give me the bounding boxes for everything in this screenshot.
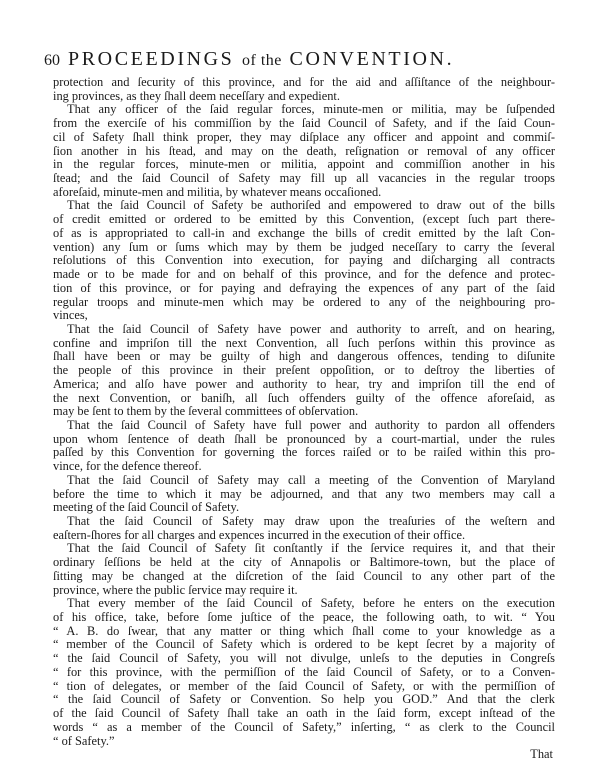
- text-line: That every member of the ſaid Council of Safety, before he enters on the execution: [67, 596, 555, 611]
- text-line: the next Convention, or baniſh, all ſuch offenders guilty of the offence aforeſaid, as: [53, 390, 555, 405]
- text-line: confine and impriſon till the next Convention, all ſuch perſons within this province as: [53, 335, 555, 350]
- text-line: “ A. B. do ſwear, that any matter or thing which ſhall come to your knowledge as a: [53, 623, 555, 638]
- text-line: That the ſaid Council of Safety may call a meeting of the Convention of Maryland: [67, 472, 555, 487]
- text-line: “ of Safety.”: [53, 733, 115, 748]
- text-line: “ tion of delegates, or member of the ſaid Council of Safety, or with the permiſſion of: [53, 678, 555, 693]
- text-line: “ member of the Council of Safety which is ordered to be kept ſecret by a majority of: [53, 637, 555, 652]
- text-line: “ the ſaid Council of Safety, you will not divulge, unleſs to the deputies in Congreſs: [53, 651, 555, 666]
- title-convention: CONVENTION.: [289, 48, 455, 70]
- text-line: That the ſaid Council of Safety have full power and authority to pardon all offenders: [67, 417, 555, 432]
- title-of-the: of the: [242, 52, 282, 69]
- text-line: ſtead; and the ſaid Council of Safety may fill up all vacancies in the regular troops: [53, 171, 555, 186]
- text-line: made or to be made for and on behalf of this province, and for the defence and protec-: [53, 267, 555, 282]
- text-line: from the exerciſe of his commiſſion by the ſaid Council of Safety, and if the ſaid Coun-: [53, 116, 555, 131]
- text-line: tion of this province, or for paying and defraying the expences of any part of the ſaid: [53, 280, 555, 295]
- page-body-text: [53, 76, 555, 762]
- text-line: upon whom ſentence of death ſhall be pronounced by a court-martial, under the rules: [53, 431, 555, 446]
- text-line: That the ſaid Council of Safety may draw upon the treaſuries of the weſtern and: [67, 514, 555, 528]
- text-line: That the ſaid Council of Safety ſit conſtantly if the ſervice requires it, and that their: [67, 541, 555, 556]
- text-line: may be ſent to them by the ſeveral committees of obſervation.: [53, 404, 359, 419]
- catchword: That: [530, 747, 553, 762]
- text-line: ordinary ſeſſions be held at the city of Annapolis or Baltimore-town, but the place of: [53, 555, 555, 570]
- text-line: words “ as a member of the Council of Safety,” inſerting, “ as clerk to the Council: [53, 719, 555, 734]
- text-line: regular troops and minute-men which may be ordered to any of the neighbouring pro-: [53, 294, 555, 309]
- text-line: reſolutions of this Convention into execution, for paying and diſcharging all contracts: [53, 253, 555, 268]
- text-line: vention) any ſum or ſums which may by them be judged neceſſary to carry the ſeveral: [53, 239, 555, 254]
- text-line: of credit emitted or ordered to be emitted by this Convention, (except ſuch part there-: [53, 212, 555, 227]
- text-line: in the regular forces, minute-men or militia, appoint and commiſſion another in his: [53, 157, 555, 172]
- text-line: of his office, take, before ſome juſtice of the peace, the following oath, to wit. “ You: [53, 610, 555, 625]
- text-line: America; and alſo have power and authority to hear, try and impriſon till the end of: [53, 376, 555, 391]
- text-line: eaſtern-ſhores for all charges and expences incurred in the execution of their office.: [53, 527, 466, 542]
- text-line: ing provinces, as they ſhall deem neceſſary and expedient.: [53, 88, 340, 103]
- text-line: ſion another in his ſtead, and may on the death, reſignation or removal of any officer: [53, 143, 555, 158]
- text-line: meeting of the ſaid Council of Safety.: [53, 500, 240, 515]
- running-header: [44, 48, 564, 72]
- text-line: of the ſaid Council of Safety ſhall take an oath in the ſaid form, except inſtead of the: [53, 706, 555, 721]
- running-title: [68, 48, 454, 71]
- text-line: That the ſaid Council of Safety have power and authority to arreſt, and on hearing,: [67, 321, 555, 336]
- page-number: 60: [44, 52, 60, 69]
- text-line: ſhall have been or may be guilty of high and dangerous offences, tending to diſunite: [53, 349, 555, 364]
- text-line: paſſed by this Convention for governing the forces raiſed or to be raiſed within this pro-: [53, 445, 555, 460]
- text-line: vinces,: [53, 308, 88, 323]
- text-line: aforeſaid, minute-men and militia, by whatever means occaſioned.: [53, 184, 382, 199]
- text-line: “ for this province, with the permiſſion of the ſaid Council of Safety, or to a Conven-: [53, 664, 555, 679]
- text-line: ſitting may be changed at the diſcretion of the ſaid Council to any other part of the: [53, 568, 555, 583]
- text-line: cil of Safety ſhall think proper, they may diſplace any officer and appoint and commiſ-: [53, 129, 555, 144]
- title-proceedings: PROCEEDINGS: [68, 48, 235, 70]
- text-line: of as is appropriated to call-in and exchange the bills of credit emitted by the laſt Con-: [53, 225, 555, 240]
- text-line: “ the ſaid Council of Safety or Convention. So help you GOD.” And that the clerk: [53, 692, 555, 707]
- text-line: before the time to which it may be adjourned, and that any two members may call a: [53, 486, 555, 501]
- text-line: province, where the public ſervice may require it.: [53, 582, 298, 597]
- text-line: That the ſaid Council of Safety be authoriſed and empowered to draw out of the bills: [67, 198, 555, 213]
- text-line: vince, for the defence thereof.: [53, 459, 202, 474]
- text-line: That any officer of the ſaid regular forces, minute-men or militia, may be ſuſpended: [67, 102, 555, 117]
- text-line: protection and ſecurity of this province, and for the aid and aſſiſtance of the neighbour-: [53, 75, 555, 89]
- text-line: the people of this province in their preſent oppoſition, or to deſtroy the liberties of: [53, 363, 555, 378]
